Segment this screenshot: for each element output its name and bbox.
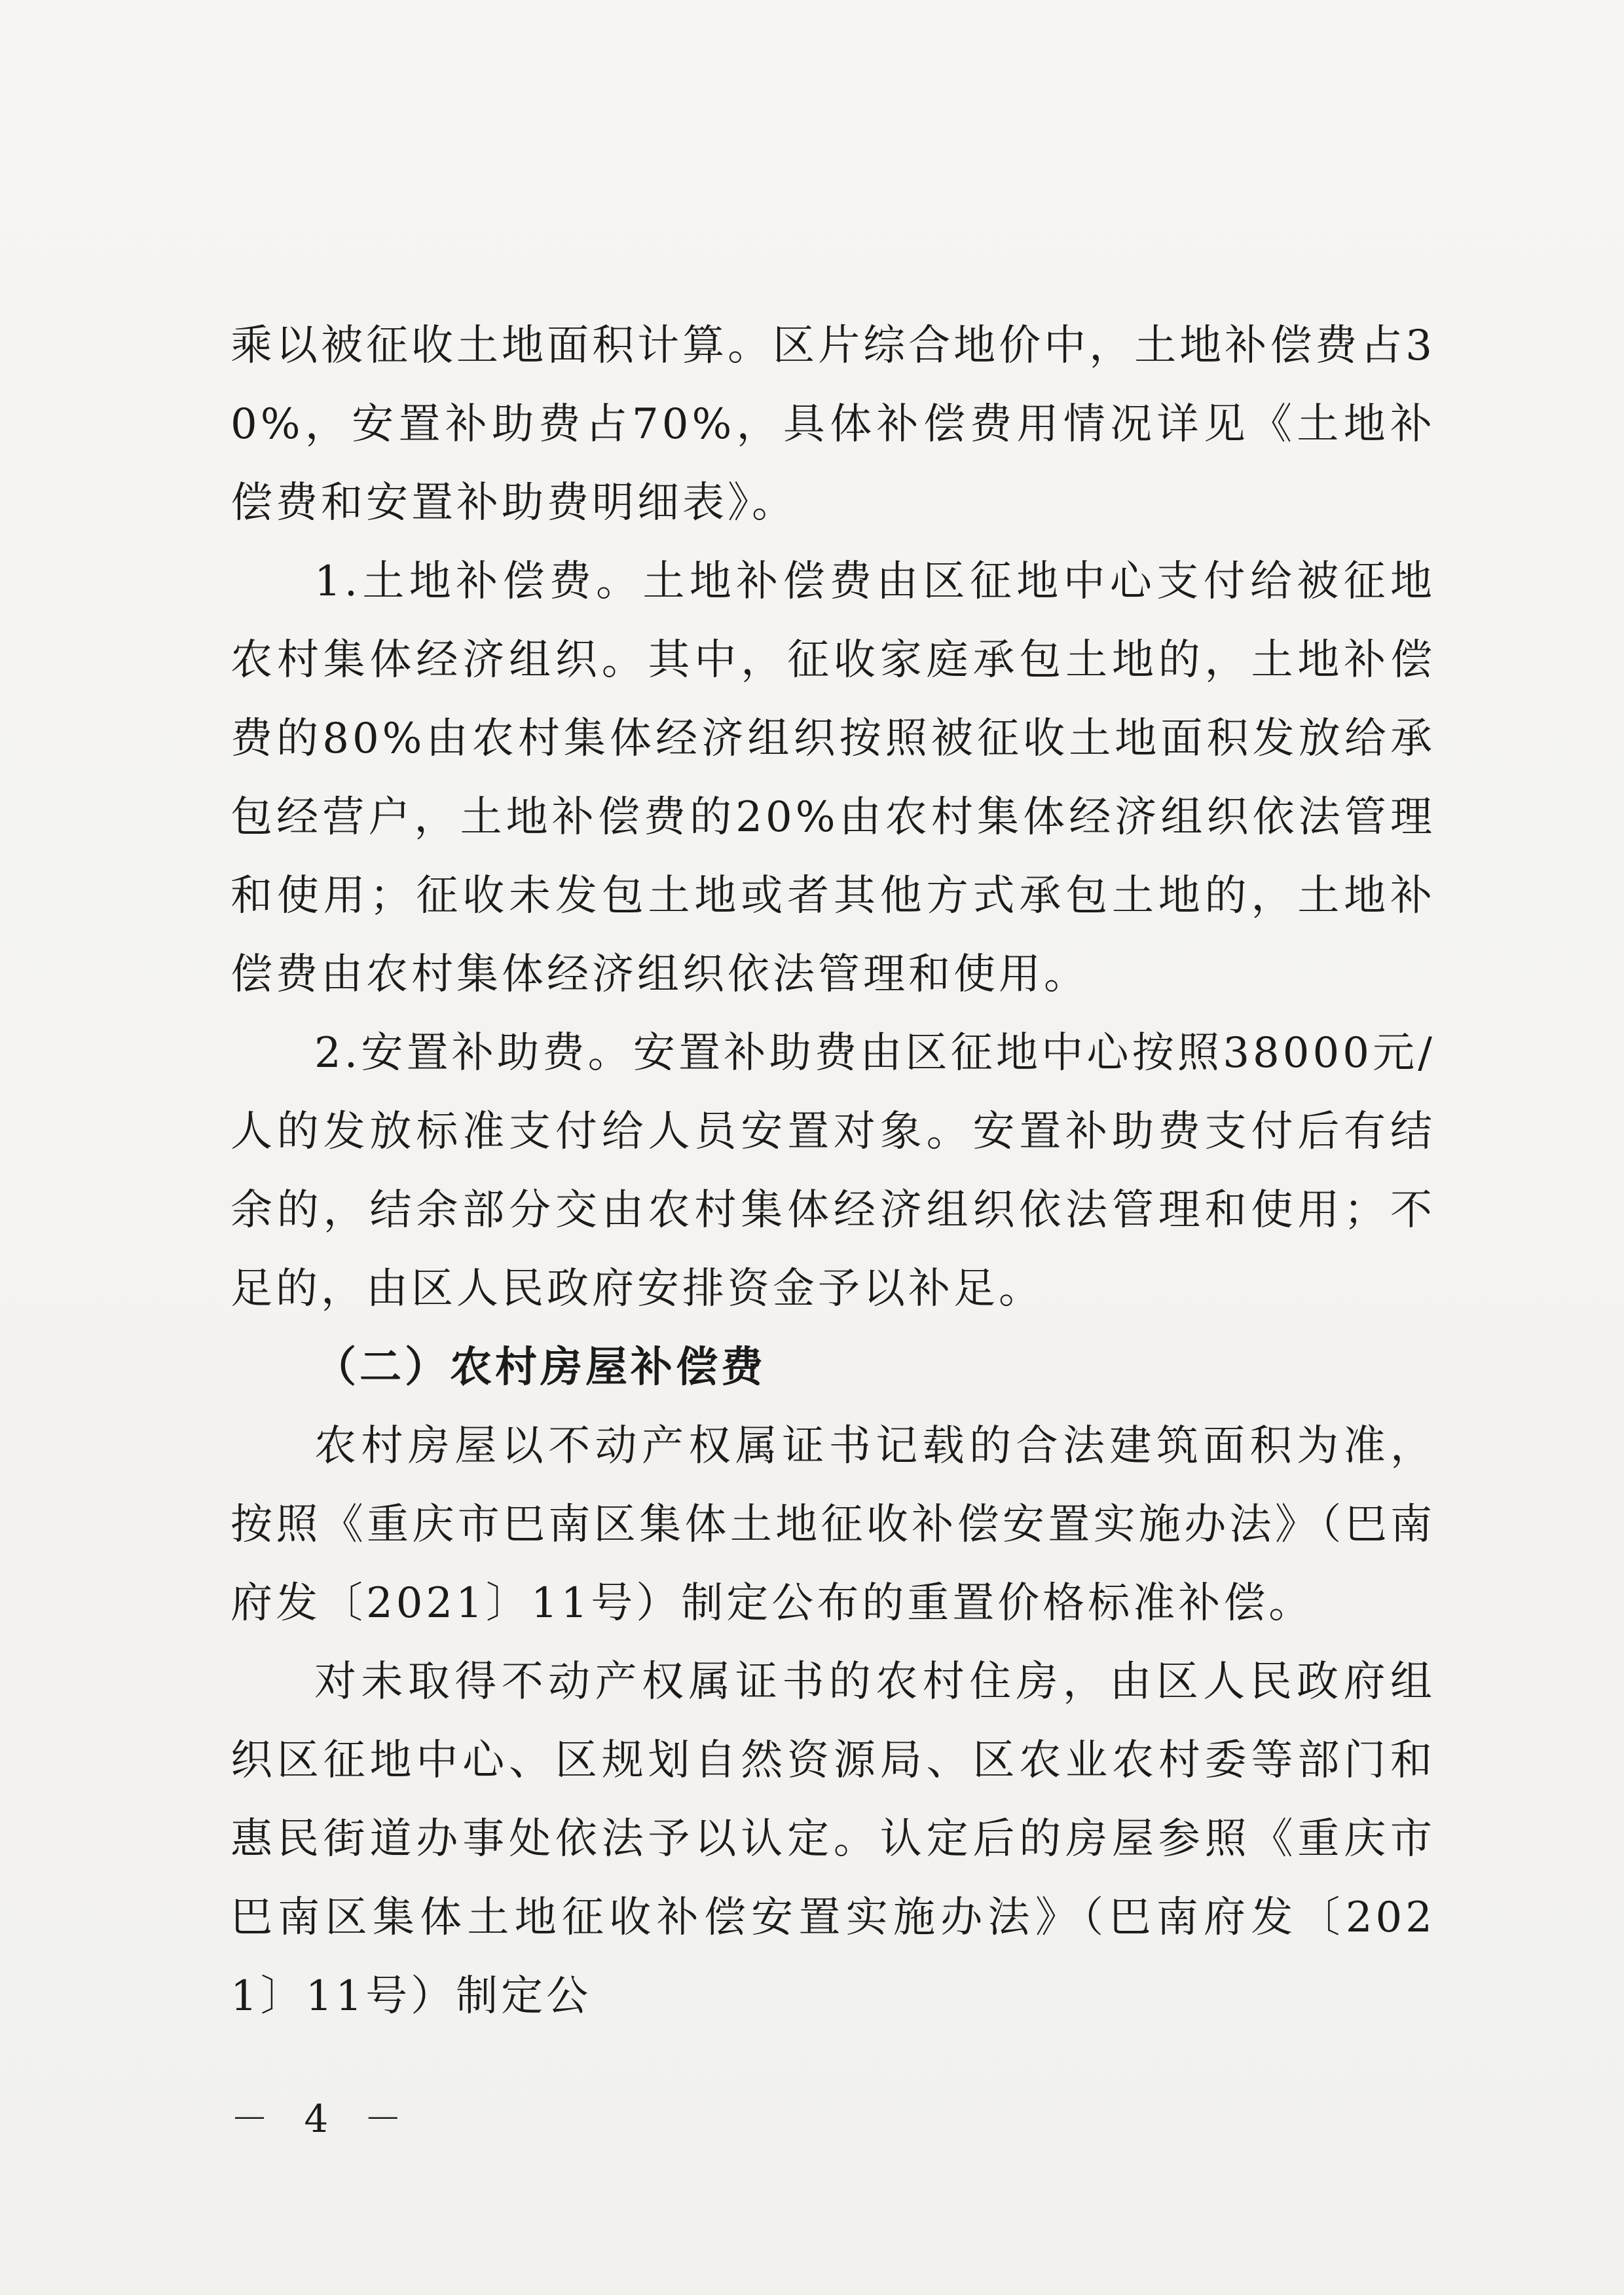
paragraph-continuation: 乘以被征收土地面积计算。区片综合地价中，土地补偿费占30%，安置补助费占70%，具体补偿费用情况详见《土地补偿费和安置补助费明细表》。 — [231, 322, 1435, 527]
page-number: － 4 － — [231, 2097, 414, 2141]
paragraph-land-compensation: 1.土地补偿费。土地补偿费由区征地中心支付给被征地农村集体经济组织。其中，征收家庭承包土地的，土地补偿费的80%由农村集体经济组织按照被征收土地面积发放给承包经营户，土地补偿费的20%由农村集体经济组织依法管理和使用；征收未发包土地或者其他方式承包土地的，土地补偿费由农村集体经济组织依法管理和使用。 — [231, 557, 1435, 999]
paragraph-resettlement-subsidy: 2.安置补助费。安置补助费由区征地中心按照38000元/人的发放标准支付给人员安置对象。安置补助费支付后有结余的，结余部分交由农村集体经济组织依法管理和使用；不足的，由区人民政府安排资金予以补足。 — [231, 1029, 1435, 1313]
document-body — [231, 307, 1435, 2036]
paragraph-housing-compensation: 农村房屋以不动产权属证书记载的合法建筑面积为准，按照《重庆市巴南区集体土地征收补偿安置实施办法》（巴南府发〔2021〕11号）制定公布的重置价格标准补偿。 — [231, 1422, 1435, 1628]
section-heading: （二）农村房屋补偿费 — [314, 1343, 766, 1392]
paragraph-unregistered-housing: 对未取得不动产权属证书的农村住房，由区人民政府组织区征地中心、区规划自然资源局、区农业农村委等部门和惠民街道办事处依法予以认定。认定后的房屋参照《重庆市巴南区集体土地征收补偿安置实施办法》（巴南府发〔2021〕11号）制定公 — [231, 1658, 1435, 2021]
